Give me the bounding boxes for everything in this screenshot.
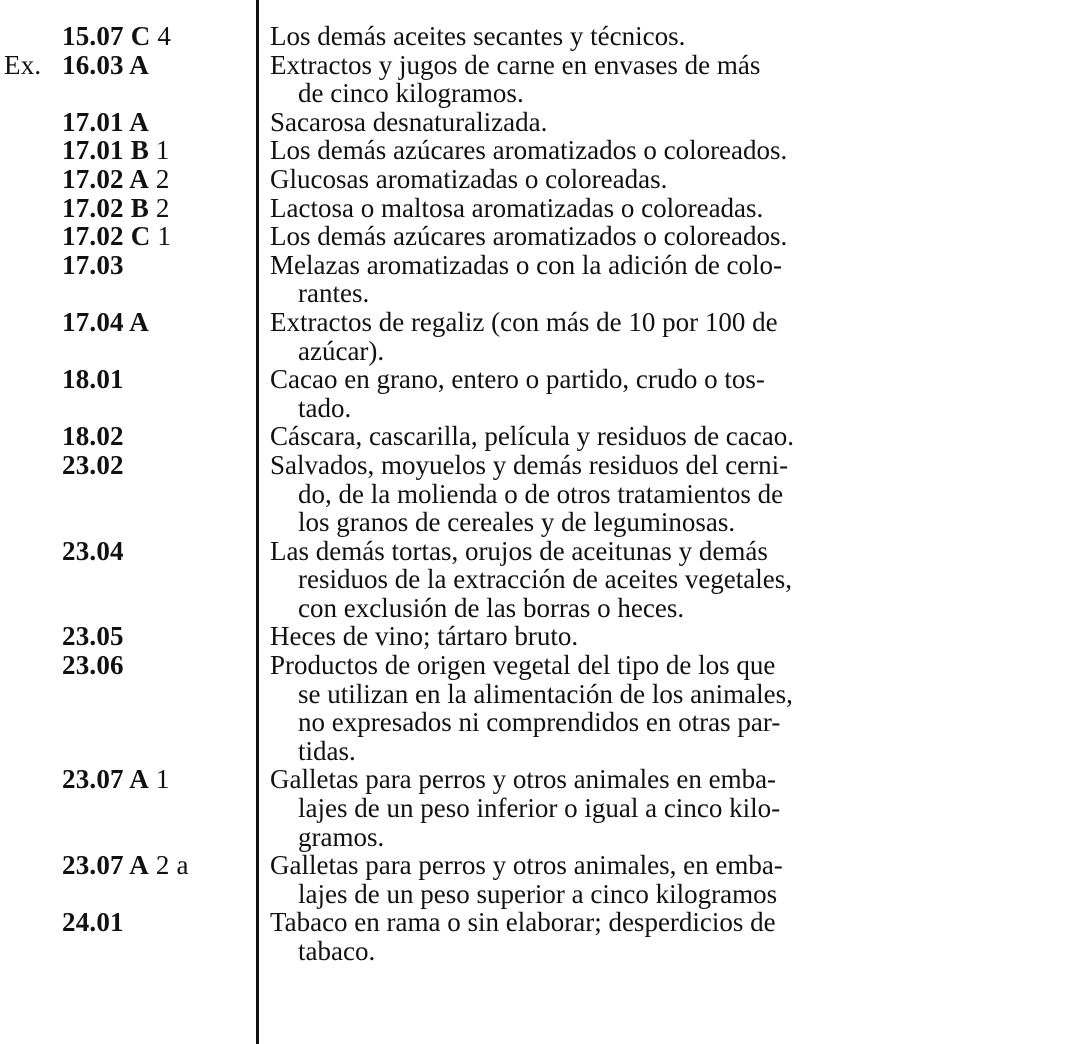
tariff-code [0,451,256,480]
code-prefix [0,851,62,880]
code-number: 17.02 [62,163,124,194]
tariff-entry [0,194,1071,223]
code-prefix [0,651,62,680]
tariff-description [270,451,1052,537]
code-subheading: B 1 [123,135,170,166]
description-line: Galletas para perros y otros animales, en emba- [270,850,783,881]
tariff-code [0,222,256,251]
code-prefix [0,222,62,251]
code-subheading: A 1 [123,764,170,795]
description-line: Glucosas aromatizadas o coloreadas. [270,163,668,194]
code-number: 24.01 [62,907,124,938]
code-prefix [0,537,62,566]
description-line: lajes de un peso superior a cinco kilogramos [298,878,778,909]
tariff-entry [0,136,1071,165]
description-line: Salvados, moyuelos y demás residuos del cerni- [270,449,789,480]
tariff-description [270,165,1052,194]
tariff-code [0,22,256,51]
description-line: los granos de cereales y de leguminosas. [298,507,736,538]
tariff-entry [0,108,1071,137]
code-prefix [0,365,62,394]
description-line: Las demás tortas, orujos de aceitunas y demás [270,535,768,566]
code-prefix [0,251,62,280]
description-line: Melazas aromatizadas o con la adición de colo- [270,249,783,280]
tariff-code [0,308,256,337]
tariff-code [0,908,256,937]
tariff-code [0,537,256,566]
tariff-description [270,765,1052,851]
code-number: 23.07 [62,764,124,795]
code-prefix [0,136,62,165]
code-number: 17.01 [62,135,124,166]
tariff-code [0,851,256,880]
tariff-description [270,422,1052,451]
tariff-description [270,51,1052,108]
description-line: gramos. [298,821,385,852]
tariff-code [0,136,256,165]
tariff-code [0,765,256,794]
tariff-description [270,194,1052,223]
tariff-entry [0,451,1071,537]
description-line: Cacao en grano, entero o partido, crudo o tos- [270,364,765,395]
code-prefix [0,194,62,223]
tariff-entry [0,422,1071,451]
description-line: no expresados ni comprendidos en otras par- [298,707,781,738]
description-line: rantes. [298,278,370,309]
description-line: Tabaco en rama o sin elaborar; desperdicios de [270,907,776,938]
code-prefix [0,908,62,937]
code-number: 18.01 [62,364,124,395]
code-number: 17.04 [62,306,124,337]
tariff-description [270,108,1052,137]
tariff-description [270,222,1052,251]
description-line: se utilizan en la alimentación de los animales, [298,678,793,709]
description-line: azúcar). [298,335,385,366]
tariff-code [0,622,256,651]
tariff-entry [0,308,1071,365]
tariff-entry [0,765,1071,851]
code-subheading: A 2 [123,163,170,194]
code-number: 23.04 [62,535,124,566]
tariff-code [0,108,256,137]
description-line: Heces de vino; tártaro bruto. [270,621,579,652]
code-prefix [0,165,62,194]
description-line: Los demás aceites secantes y técnicos. [270,21,686,51]
description-line: Lactosa o maltosa aromatizadas o coloreadas. [270,192,764,223]
code-subheading: C 1 [123,221,172,252]
description-line: tabaco. [298,936,376,966]
code-prefix [0,422,62,451]
tariff-code [0,194,256,223]
tariff-entry [0,651,1071,765]
tariff-list [0,22,1071,966]
tariff-description [270,851,1052,908]
description-line: con exclusión de las borras o heces. [298,592,685,623]
description-line: tidas. [298,735,356,766]
tariff-code [0,251,256,280]
tariff-code [0,165,256,194]
code-number: 17.02 [62,221,124,252]
tariff-code [0,365,256,394]
code-number: 15.07 [62,21,124,51]
description-line: Extractos y jugos de carne en envases de más [270,49,761,80]
code-number: 17.02 [62,192,124,223]
code-prefix [0,108,62,137]
description-line: lajes de un peso inferior o igual a cinco kilo- [298,793,781,824]
description-line: Productos de origen vegetal del tipo de los que [270,650,776,681]
code-number: 23.02 [62,449,124,480]
code-number: 23.05 [62,621,124,652]
code-prefix [0,451,62,480]
code-subheading: A [123,306,149,337]
tariff-entry [0,851,1071,908]
code-prefix: Ex. [4,49,42,80]
description-line: Galletas para perros y otros animales en emba- [270,764,777,795]
code-number: 16.03 [62,49,124,80]
tariff-description [270,251,1052,308]
tariff-entry [0,537,1071,623]
tariff-entry [0,222,1071,251]
code-subheading: C 4 [123,21,172,51]
tariff-entry [0,622,1071,651]
tariff-code [0,422,256,451]
tariff-entry [0,165,1071,194]
description-line: Cáscara, cascarilla, película y residuos de cacao. [270,421,794,452]
tariff-entry [0,908,1071,965]
description-line: Sacarosa desnaturalizada. [270,106,548,137]
tariff-description [270,651,1052,765]
code-number: 17.01 [62,106,124,137]
tariff-code [0,51,256,80]
code-subheading: A [123,49,149,80]
tariff-entry [0,22,1071,51]
tariff-entry [0,365,1071,422]
code-number: 18.02 [62,421,124,452]
tariff-description [270,622,1052,651]
code-prefix [0,622,62,651]
tariff-description [270,22,1052,51]
description-line: Los demás azúcares aromatizados o coloreados. [270,221,788,252]
code-number: 23.07 [62,850,124,881]
tariff-description [270,136,1052,165]
tariff-code [0,651,256,680]
description-line: tado. [298,392,352,423]
tariff-description [270,365,1052,422]
description-line: Extractos de regaliz (con más de 10 por 100 de [270,306,778,337]
tariff-description [270,537,1052,623]
description-line: residuos de la extracción de aceites vegetales, [298,564,793,595]
tariff-entry [0,51,1071,108]
description-line: Los demás azúcares aromatizados o coloreados. [270,135,788,166]
code-prefix [0,765,62,794]
code-number: 23.06 [62,650,124,681]
code-subheading: B 2 [123,192,170,223]
code-subheading: A 2 a [123,850,189,881]
code-subheading: A [123,106,149,137]
tariff-description [270,908,1052,965]
code-prefix [0,308,62,337]
tariff-description [270,308,1052,365]
code-prefix [0,22,62,51]
code-number: 17.03 [62,249,124,280]
description-line: de cinco kilogramos. [298,78,524,109]
description-line: do, de la molienda o de otros tratamientos de [298,478,784,509]
tariff-entry [0,251,1071,308]
